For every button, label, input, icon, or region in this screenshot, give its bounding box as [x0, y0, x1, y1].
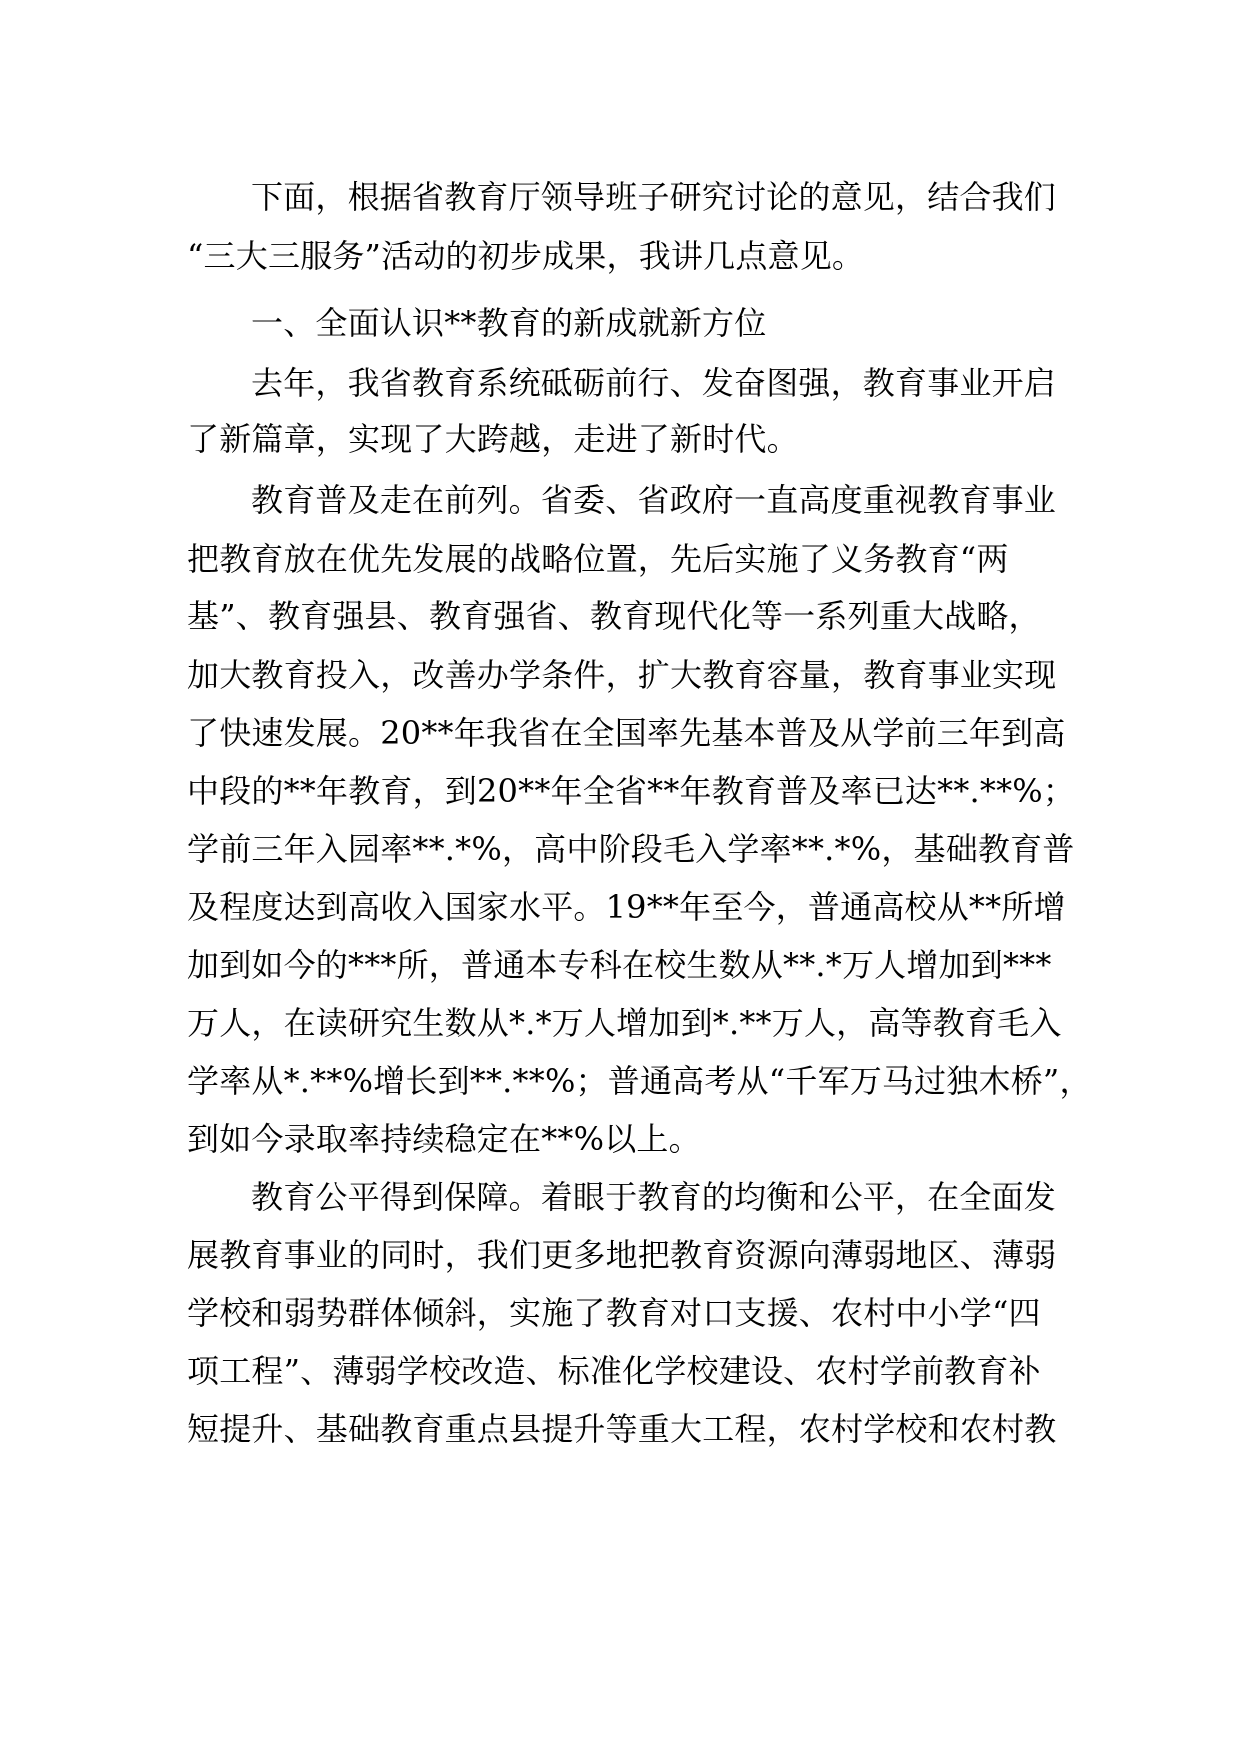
text-line: 了快速发展。20**年我省在全国率先基本普及从学前三年到高: [187, 714, 1066, 752]
text-line: 下面，根据省教育厅领导班子研究讨论的意见，结合我们: [251, 178, 1057, 216]
text-line: 去年，我省教育系统砥砺前行、发奋图强，教育事业开启: [251, 364, 1057, 402]
text-line: 学前三年入园率**.*%，高中阶段毛入学率**.*%，基础教育普: [187, 830, 1075, 868]
text-line: 教育公平得到保障。着眼于教育的均衡和公平，在全面发: [251, 1178, 1057, 1216]
text-line: 中段的**年教育，到20**年全省**年教育普及率已达**.**%；: [187, 772, 1076, 810]
text-line: “三大三服务”活动的初步成果，我讲几点意见。: [187, 237, 865, 275]
text-line: 基”、教育强县、教育强省、教育现代化等一系列重大战略，: [187, 597, 1041, 635]
text-line: 把教育放在优先发展的战略位置，先后实施了义务教育“两: [187, 540, 1009, 578]
text-line: 到如今录取率持续稳定在**%以上。: [187, 1120, 701, 1158]
text-line: 了新篇章，实现了大跨越，走进了新时代。: [187, 420, 799, 458]
text-line: 学校和弱势群体倾斜，实施了教育对口支援、农村中小学“四: [187, 1294, 1041, 1332]
text-line: 加大教育投入，改善办学条件，扩大教育容量，教育事业实现: [187, 656, 1057, 694]
section-heading: 一、全面认识**教育的新成就新方位: [251, 304, 767, 342]
text-line: 学率从*.**%增长到**.**%；普通高考从“千军万马过独木桥”，: [187, 1062, 1092, 1100]
text-line: 教育普及走在前列。省委、省政府一直高度重视教育事业: [251, 481, 1057, 519]
text-line: 展教育事业的同时，我们更多地把教育资源向薄弱地区、薄弱: [187, 1236, 1057, 1274]
text-line: 万人，在读研究生数从*.*万人增加到*.**万人，高等教育毛入: [187, 1004, 1062, 1042]
text-line: 项工程”、薄弱学校改造、标准化学校建设、农村学前教育补: [187, 1352, 1041, 1390]
text-line: 加到如今的***所，普通本专科在校生数从**.*万人增加到***: [187, 946, 1052, 984]
text-line: 及程度达到高收入国家水平。19**年至今，普通高校从**所增: [187, 888, 1066, 926]
text-line: 短提升、基础教育重点县提升等重大工程，农村学校和农村教: [187, 1410, 1057, 1448]
